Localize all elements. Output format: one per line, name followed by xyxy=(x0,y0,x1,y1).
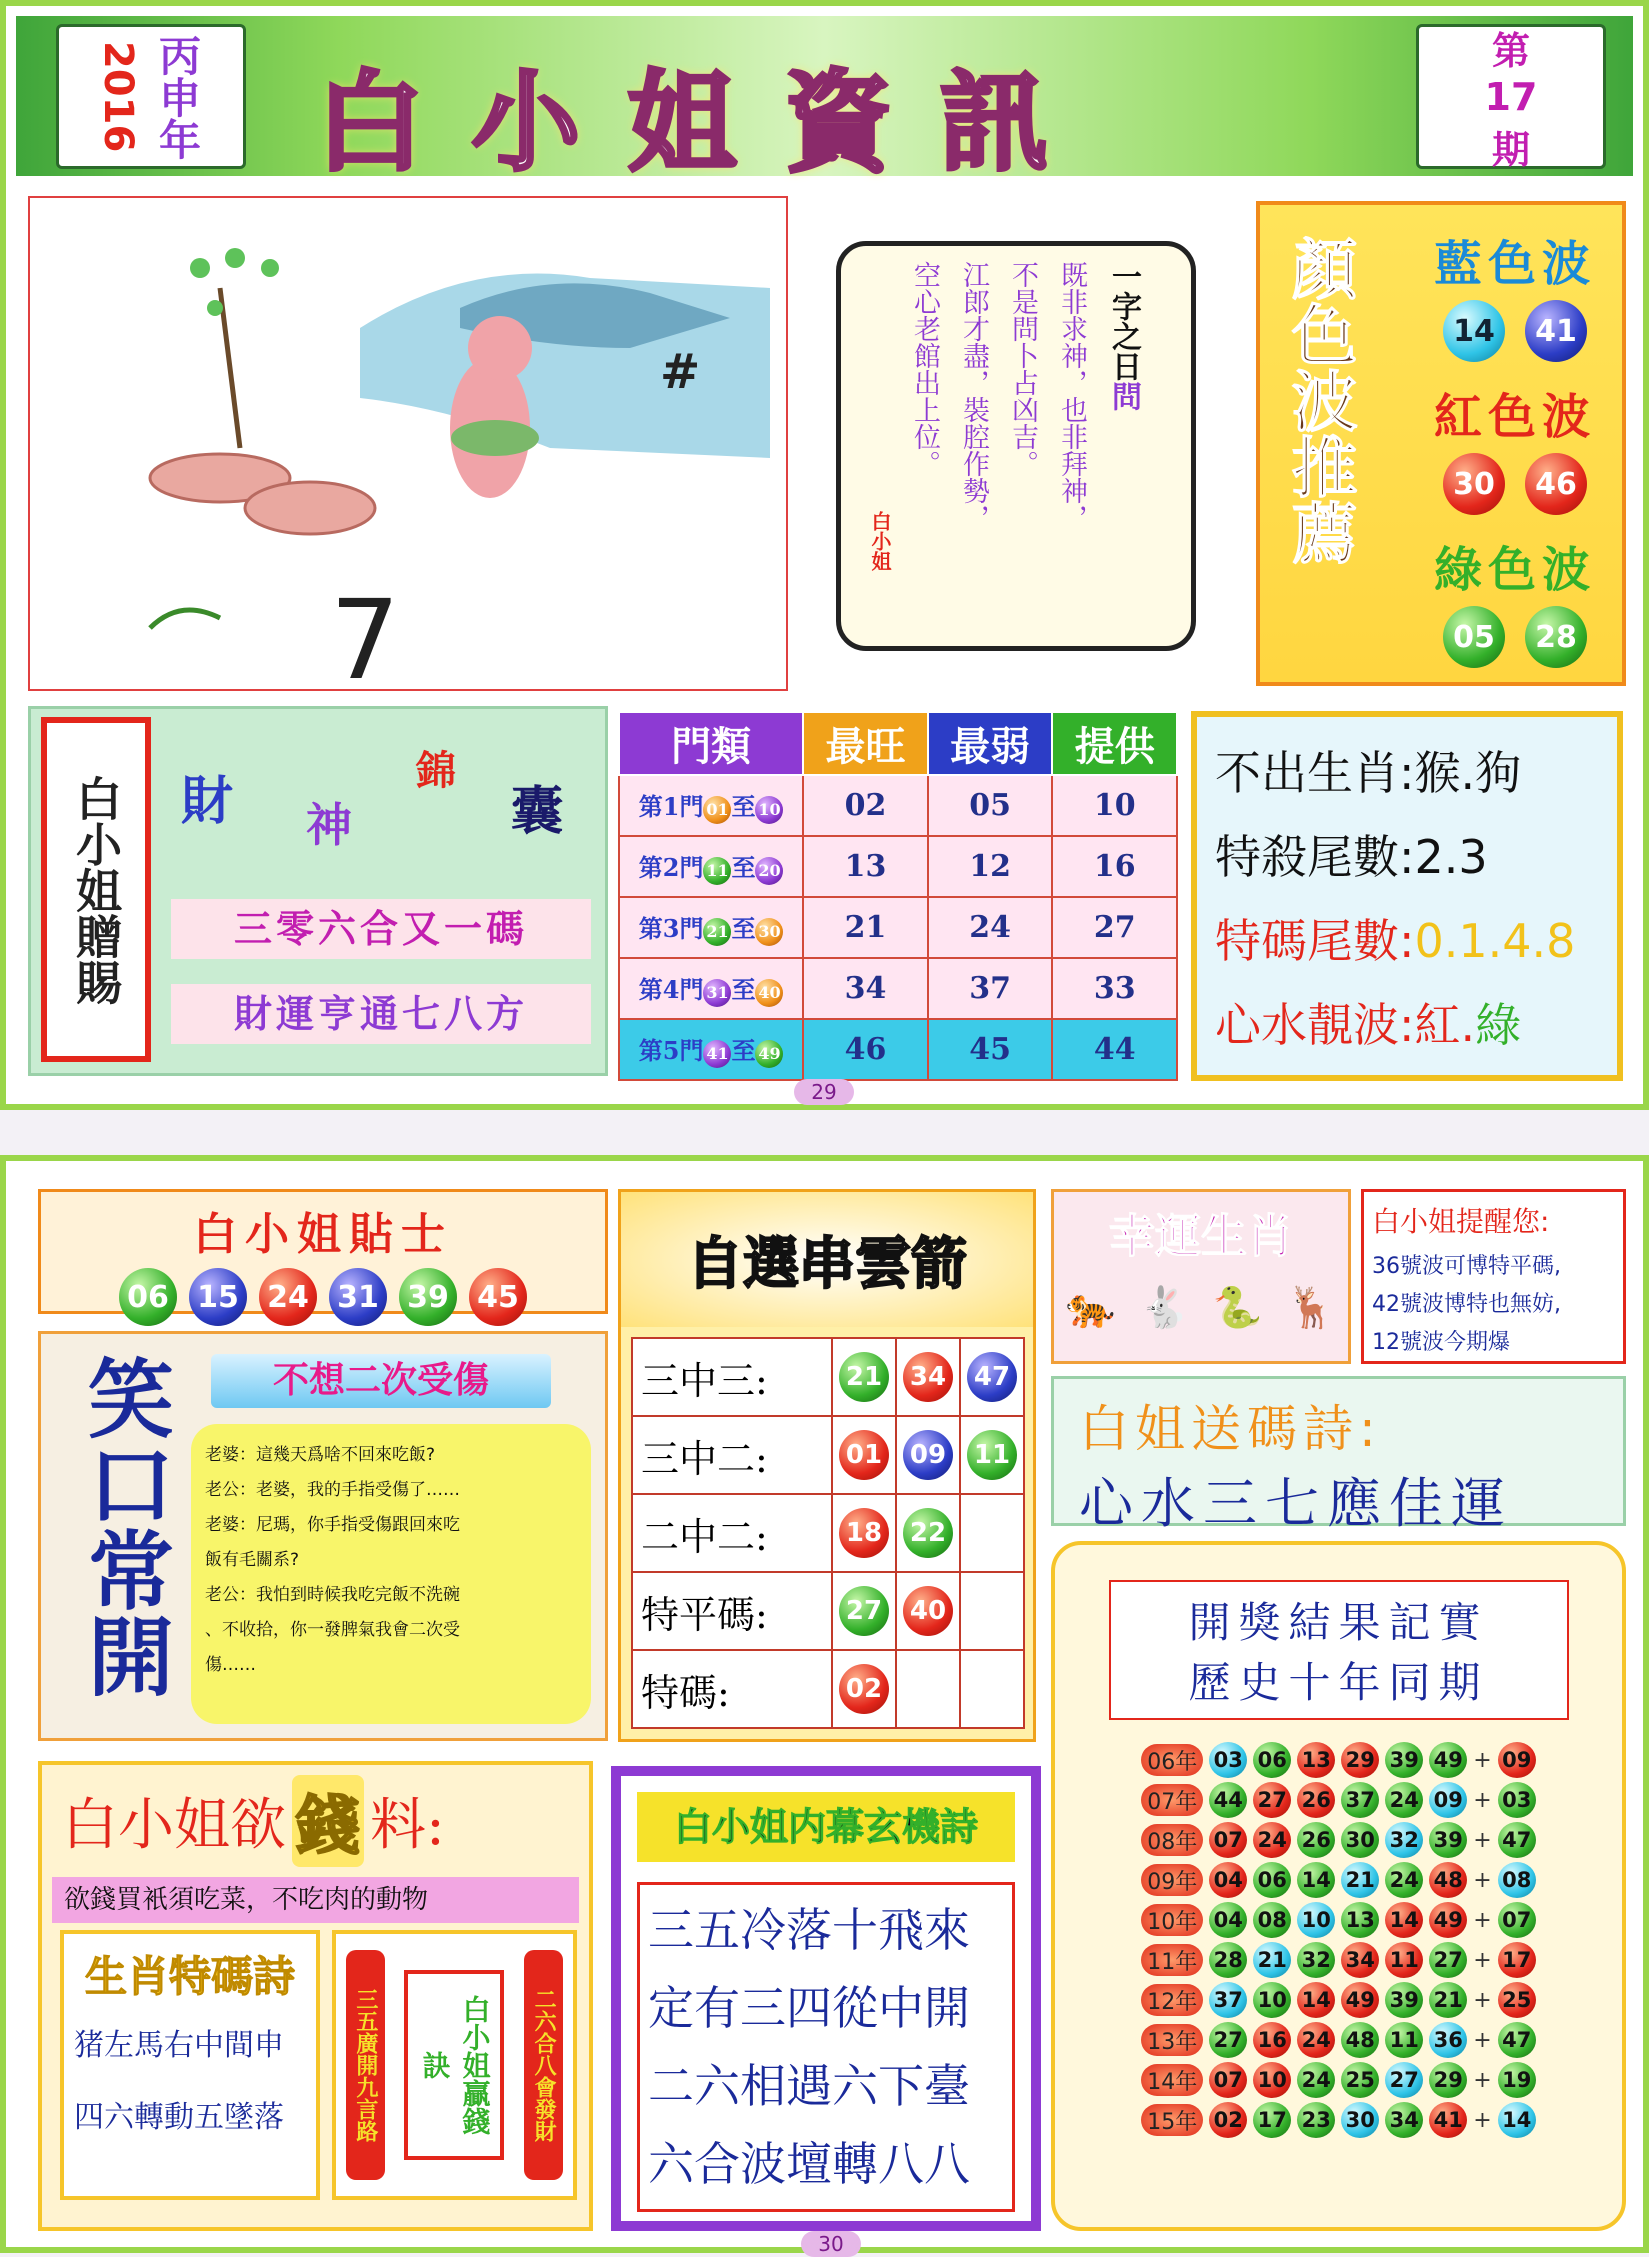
history-row xyxy=(1138,1860,1538,1900)
select-ball: 18 xyxy=(839,1508,889,1558)
door-label: 第4門 xyxy=(638,975,704,1005)
history-ball: 27 xyxy=(1385,2062,1423,2098)
history-ball: 09 xyxy=(1429,1782,1467,1818)
gift-word-4: 囊 xyxy=(511,782,564,842)
green-wave-label: 綠色波 xyxy=(1433,542,1596,598)
svg-text:#: # xyxy=(660,344,701,400)
year-number: 2016 xyxy=(95,40,141,153)
facts-panel xyxy=(1191,711,1623,1081)
joke-line: 老婆：這幾天爲啥不回來吃飯? xyxy=(205,1445,436,1465)
snake-icon: 🐍 xyxy=(1212,1285,1263,1331)
history-ball: 25 xyxy=(1341,2062,1379,2098)
select-label: 特碼: xyxy=(632,1650,832,1728)
door-cold: 24 xyxy=(928,897,1053,958)
page-30 xyxy=(0,1155,1649,2256)
fact-wave-label: 心水靚波: xyxy=(1215,998,1415,1052)
issue-prefix: 第 xyxy=(1491,28,1530,73)
door-from: 31 xyxy=(703,979,731,1007)
year-name: 丙申年 xyxy=(153,33,202,160)
door-hot: 02 xyxy=(803,775,928,836)
history-ball: 37 xyxy=(1341,1782,1379,1818)
history-special-ball: 17 xyxy=(1498,1942,1536,1978)
select-ball: 40 xyxy=(903,1586,953,1636)
lantern-left: 三五廣開九言路 xyxy=(346,1950,385,2180)
history-ball: 13 xyxy=(1297,1742,1335,1778)
door-to-word: 至 xyxy=(731,792,756,822)
blue-wave-label: 藍色波 xyxy=(1433,236,1596,292)
money-subtitle: 欲錢買衹須吃菜，不吃肉的動物 xyxy=(52,1877,579,1923)
door-header-hot: 最旺 xyxy=(803,712,928,775)
door-provided: 10 xyxy=(1052,775,1177,836)
door-to: 20 xyxy=(755,857,783,885)
joke-line: 傷…… xyxy=(205,1655,256,1675)
joke-panel xyxy=(38,1331,608,1741)
history-ball: 44 xyxy=(1209,1782,1247,1818)
history-year: 15年 xyxy=(1141,2104,1203,2136)
history-plus: + xyxy=(1473,1867,1492,1893)
door-cold: 45 xyxy=(928,1019,1053,1080)
select-ball: 34 xyxy=(903,1352,953,1402)
history-ball: 10 xyxy=(1297,1902,1335,1938)
door-to: 10 xyxy=(755,796,783,824)
history-ball: 29 xyxy=(1341,1742,1379,1778)
door-provided: 16 xyxy=(1052,836,1177,897)
select-ball: 27 xyxy=(839,1586,889,1636)
history-ball: 32 xyxy=(1297,1942,1335,1978)
history-special-ball: 03 xyxy=(1498,1782,1536,1818)
door-row xyxy=(619,836,1177,897)
history-ball: 37 xyxy=(1209,1982,1247,2018)
red-ball: 46 xyxy=(1525,453,1587,515)
issue-suffix: 期 xyxy=(1491,127,1530,172)
riddle-line-4: 空心老館出上位。 xyxy=(909,261,940,477)
door-from: 01 xyxy=(703,796,731,824)
door-from: 11 xyxy=(703,857,731,885)
zodiac-poem-line-2: 四六轉動五墜落 xyxy=(74,2100,284,2135)
door-row xyxy=(619,958,1177,1019)
joke-line: 老公：老婆，我的手指受傷了…… xyxy=(205,1480,460,1500)
tip-ball: 45 xyxy=(469,1268,527,1326)
masthead-title: 白小姐資訊 xyxy=(316,60,1097,186)
history-plus: + xyxy=(1473,1947,1492,1973)
door-to-word: 至 xyxy=(731,853,756,883)
green-ball: 28 xyxy=(1525,606,1587,668)
money-title-3: 料: xyxy=(370,1793,445,1858)
riddle-line-3: 江郎才盡，裝腔作勢， xyxy=(958,261,989,531)
lantern-right: 二六合八會發財 xyxy=(524,1950,563,2180)
tip-ball: 15 xyxy=(189,1268,247,1326)
door-header-provided: 提供 xyxy=(1052,712,1177,775)
history-row xyxy=(1138,2020,1538,2060)
tip-ball: 39 xyxy=(399,1268,457,1326)
door-from: 41 xyxy=(703,1040,731,1068)
lucky-zodiac-title: 幸運生肖 xyxy=(1109,1209,1293,1263)
red-wave-label: 紅色波 xyxy=(1433,389,1596,445)
door-table xyxy=(618,711,1178,1081)
history-ball: 49 xyxy=(1341,1982,1379,2018)
history-plus: + xyxy=(1473,2067,1492,2093)
history-ball: 27 xyxy=(1209,2022,1247,2058)
history-year: 07年 xyxy=(1141,1784,1203,1816)
remind-line: 36號波可博特平碼, xyxy=(1372,1254,1561,1279)
select-row xyxy=(632,1338,1024,1416)
history-ball: 30 xyxy=(1341,1822,1379,1858)
history-plus: + xyxy=(1473,1827,1492,1853)
rabbit-icon: 🐇 xyxy=(1139,1285,1190,1331)
history-ball: 06 xyxy=(1253,1742,1291,1778)
inner-poem-panel xyxy=(611,1766,1041,2231)
select-row xyxy=(632,1650,1024,1728)
issue-number: 17 xyxy=(1484,74,1538,119)
red-ball: 30 xyxy=(1443,453,1505,515)
zodiac-poem-box xyxy=(60,1930,320,2200)
history-ball: 36 xyxy=(1429,2022,1467,2058)
history-ball: 27 xyxy=(1253,1782,1291,1818)
history-ball: 06 xyxy=(1253,1862,1291,1898)
history-title-2: 歷史十年同期 xyxy=(1188,1658,1489,1707)
inner-poem-title: 白小姐内幕玄機詩 xyxy=(637,1792,1015,1862)
select-row xyxy=(632,1572,1024,1650)
history-ball: 30 xyxy=(1341,2102,1379,2138)
door-provided: 44 xyxy=(1052,1019,1177,1080)
history-ball: 39 xyxy=(1385,1742,1423,1778)
history-ball: 10 xyxy=(1253,1982,1291,2018)
history-year: 08年 xyxy=(1141,1824,1203,1856)
gift-line-2: 財運亨通七八方 xyxy=(171,984,591,1044)
gift-word-2: 神 xyxy=(306,798,352,852)
door-cold: 12 xyxy=(928,836,1053,897)
door-row xyxy=(619,1019,1177,1080)
joke-line: 飯有毛關系? xyxy=(205,1550,300,1570)
select-ball: 21 xyxy=(839,1352,889,1402)
history-special-ball: 08 xyxy=(1498,1862,1536,1898)
history-ball: 11 xyxy=(1385,2022,1423,2058)
masthead xyxy=(16,16,1633,186)
history-special-ball: 09 xyxy=(1498,1742,1536,1778)
door-provided: 33 xyxy=(1052,958,1177,1019)
riddle-line-2: 不是問卜占凶吉。 xyxy=(1007,261,1038,477)
door-hot: 21 xyxy=(803,897,928,958)
remind-line: 12號波今期爆 xyxy=(1372,1330,1510,1355)
door-label: 第3門 xyxy=(638,914,704,944)
history-ball: 14 xyxy=(1297,1982,1335,2018)
tip-ball: 31 xyxy=(329,1268,387,1326)
remind-panel xyxy=(1361,1189,1626,1364)
select-table xyxy=(631,1337,1025,1729)
zodiac-poem-line-1: 猪左馬右中間申 xyxy=(74,2028,284,2063)
history-ball: 11 xyxy=(1385,1942,1423,1978)
select-ball: 47 xyxy=(967,1352,1017,1402)
history-ball: 24 xyxy=(1297,2062,1335,2098)
history-row xyxy=(1138,1940,1538,1980)
history-plus: + xyxy=(1473,1747,1492,1773)
select-ball: 11 xyxy=(967,1430,1017,1480)
history-panel xyxy=(1051,1541,1626,2231)
riddle-signature: 白小姐 xyxy=(868,511,892,571)
history-ball: 28 xyxy=(1209,1942,1247,1978)
riddle-question: 問 xyxy=(1106,381,1141,411)
history-ball: 13 xyxy=(1341,1902,1379,1938)
riddle-heading: 一字之日 xyxy=(1106,261,1141,381)
history-special-ball: 19 xyxy=(1498,2062,1536,2098)
history-ball: 26 xyxy=(1297,1822,1335,1858)
door-cold: 37 xyxy=(928,958,1053,1019)
poem-panel xyxy=(1051,1376,1626,1535)
history-ball: 17 xyxy=(1253,2102,1291,2138)
joke-line: 、不收拾，你一發脾氣我會二次受 xyxy=(205,1620,460,1640)
door-to-word: 至 xyxy=(731,914,756,944)
history-year: 12年 xyxy=(1141,1984,1203,2016)
door-from: 21 xyxy=(703,918,731,946)
remind-line: 42號波博特也無妨, xyxy=(1372,1292,1561,1317)
door-row xyxy=(619,775,1177,836)
history-special-ball: 25 xyxy=(1498,1982,1536,2018)
door-table-panel xyxy=(618,711,1178,1081)
page-29 xyxy=(0,0,1649,1110)
issue-book xyxy=(1416,24,1606,172)
door-to: 49 xyxy=(755,1040,783,1068)
history-ball: 48 xyxy=(1429,1862,1467,1898)
history-table xyxy=(1138,1740,1538,2140)
riddle-line-1: 既非求神，也非拜神， xyxy=(1056,261,1087,531)
gift-word-3: 錦 xyxy=(416,748,456,794)
history-ball: 39 xyxy=(1429,1822,1467,1858)
history-ball: 04 xyxy=(1209,1902,1247,1938)
door-to-word: 至 xyxy=(731,975,756,1005)
joke-vertical-title: 笑口常開 xyxy=(73,1354,174,1698)
history-row xyxy=(1138,2100,1538,2140)
color-wave-title: 顏色波推薦 xyxy=(1280,235,1358,565)
gift-panel xyxy=(28,706,608,1076)
history-ball: 16 xyxy=(1253,2022,1291,2058)
door-to: 40 xyxy=(755,979,783,1007)
history-plus: + xyxy=(1473,1907,1492,1933)
history-special-ball: 07 xyxy=(1498,1902,1536,1938)
green-ball: 05 xyxy=(1443,606,1505,668)
select-title: 自選串雲箭 xyxy=(687,1230,967,1297)
history-special-ball: 47 xyxy=(1498,2022,1536,2058)
select-panel xyxy=(618,1189,1036,1742)
joke-line: 老婆：尼瑪，你手指受傷跟回來吃 xyxy=(205,1515,460,1535)
history-title-1: 開獎結果記實 xyxy=(1188,1598,1489,1647)
select-label: 三中三: xyxy=(632,1338,832,1416)
lantern-center: 白小姐贏錢訣 xyxy=(404,1970,504,2160)
door-row xyxy=(619,897,1177,958)
history-ball: 04 xyxy=(1209,1862,1247,1898)
riddle-scroll xyxy=(806,221,1236,671)
history-row xyxy=(1138,2060,1538,2100)
select-label: 特平碼: xyxy=(632,1572,832,1650)
history-ball: 27 xyxy=(1429,1942,1467,1978)
gift-word-1: 財 xyxy=(181,772,234,832)
history-ball: 48 xyxy=(1341,2022,1379,2058)
select-ball: 01 xyxy=(839,1430,889,1480)
page-number: 30 xyxy=(801,2231,861,2257)
history-plus: + xyxy=(1473,1987,1492,2013)
door-header-cold: 最弱 xyxy=(928,712,1053,775)
history-year: 06年 xyxy=(1141,1744,1203,1776)
fact-wave-green: 綠 xyxy=(1475,998,1522,1052)
history-ball: 26 xyxy=(1297,1782,1335,1818)
history-plus: + xyxy=(1473,2027,1492,2053)
illustration-panel xyxy=(28,196,788,691)
inner-poem-line: 三五冷落十飛來 xyxy=(648,1903,970,1957)
history-ball: 29 xyxy=(1429,2062,1467,2098)
history-row xyxy=(1138,1740,1538,1780)
history-ball: 41 xyxy=(1429,2102,1467,2138)
fact-special-tail-value: 0.1.4.8 xyxy=(1414,914,1576,968)
money-title-2: 錢 xyxy=(292,1775,364,1867)
history-ball: 32 xyxy=(1385,1822,1423,1858)
money-title-1: 白小姐欲 xyxy=(62,1793,286,1858)
door-hot: 46 xyxy=(803,1019,928,1080)
history-ball: 07 xyxy=(1209,1822,1247,1858)
inner-poem-line: 二六相遇六下臺 xyxy=(648,2059,970,2113)
door-to: 30 xyxy=(755,918,783,946)
history-ball: 24 xyxy=(1253,1822,1291,1858)
door-hot: 13 xyxy=(803,836,928,897)
history-ball: 21 xyxy=(1253,1942,1291,1978)
door-label: 第1門 xyxy=(638,792,704,822)
poem-title: 白姐送碼詩: xyxy=(1079,1400,1382,1458)
joke-bubble xyxy=(191,1424,591,1724)
history-ball: 34 xyxy=(1385,2102,1423,2138)
history-ball: 02 xyxy=(1209,2102,1247,2138)
select-ball: 09 xyxy=(903,1430,953,1480)
history-year: 10年 xyxy=(1141,1904,1203,1936)
history-row xyxy=(1138,1980,1538,2020)
tip-ball: 06 xyxy=(119,1268,177,1326)
select-row xyxy=(632,1494,1024,1572)
history-ball: 14 xyxy=(1297,1862,1335,1898)
lantern-box xyxy=(332,1930,577,2200)
money-panel xyxy=(38,1761,593,2231)
blue-ball: 14 xyxy=(1443,300,1505,362)
history-plus: + xyxy=(1473,2107,1492,2133)
inner-poem-line: 定有三四從中開 xyxy=(648,1981,970,2035)
select-ball: 02 xyxy=(839,1664,889,1714)
history-ball: 21 xyxy=(1429,1982,1467,2018)
history-year: 14年 xyxy=(1141,2064,1203,2096)
history-row xyxy=(1138,1900,1538,1940)
select-ball: 22 xyxy=(903,1508,953,1558)
joke-title: 不想二次受傷 xyxy=(211,1354,551,1408)
tip-ball: 24 xyxy=(259,1268,317,1326)
history-ball: 24 xyxy=(1385,1862,1423,1898)
lucky-zodiac-panel xyxy=(1051,1189,1351,1364)
remind-title: 白小姐提醒您: xyxy=(1372,1205,1550,1238)
history-ball: 39 xyxy=(1385,1982,1423,2018)
history-special-ball: 14 xyxy=(1498,2102,1536,2138)
history-row xyxy=(1138,1820,1538,1860)
page-number: 29 xyxy=(794,1079,854,1105)
history-ball: 08 xyxy=(1253,1902,1291,1938)
select-row xyxy=(632,1416,1024,1494)
joke-line: 老公：我怕到時候我吃完飯不洗碗 xyxy=(205,1585,460,1605)
color-wave-panel xyxy=(1256,201,1626,686)
history-ball: 21 xyxy=(1341,1862,1379,1898)
tiger-icon: 🐅 xyxy=(1065,1285,1116,1331)
door-label: 第5門 xyxy=(638,1036,704,1066)
history-ball: 23 xyxy=(1297,2102,1335,2138)
history-ball: 49 xyxy=(1429,1742,1467,1778)
deer-icon: 🦌 xyxy=(1286,1285,1337,1331)
history-ball: 24 xyxy=(1385,1782,1423,1818)
fact-kill-tail: 特殺尾數:2.3 xyxy=(1215,830,1488,884)
blue-ball: 41 xyxy=(1525,300,1587,362)
history-ball: 24 xyxy=(1297,2022,1335,2058)
fact-no-zodiac: 不出生肖:猴.狗 xyxy=(1215,746,1522,800)
year-book xyxy=(56,24,246,169)
history-year: 09年 xyxy=(1141,1864,1203,1896)
history-plus: + xyxy=(1473,1787,1492,1813)
poem-line: 心水三七應佳運 xyxy=(1079,1472,1513,1535)
inner-poem-line: 六合波壇轉八八 xyxy=(648,2137,970,2191)
door-label: 第2門 xyxy=(638,853,704,883)
door-to-word: 至 xyxy=(731,1036,756,1066)
riddle-illustration xyxy=(30,198,786,689)
history-ball: 34 xyxy=(1341,1942,1379,1978)
gift-vertical-title: 白小姐贈賜 xyxy=(69,774,123,1005)
fact-special-tail-label: 特碼尾數: xyxy=(1215,914,1415,968)
gift-line-1: 三零六合又一碼 xyxy=(171,899,591,959)
history-year: 13年 xyxy=(1141,2024,1203,2056)
history-ball: 14 xyxy=(1385,1902,1423,1938)
history-ball: 49 xyxy=(1429,1902,1467,1938)
svg-text:7: 7 xyxy=(330,576,400,689)
select-label: 二中二: xyxy=(632,1494,832,1572)
history-row xyxy=(1138,1780,1538,1820)
zodiac-poem-title: 生肖特碼詩 xyxy=(84,1952,295,2001)
select-label: 三中二: xyxy=(632,1416,832,1494)
tips-panel xyxy=(38,1189,608,1314)
history-ball: 03 xyxy=(1209,1742,1247,1778)
door-cold: 05 xyxy=(928,775,1053,836)
fact-wave-red: 紅. xyxy=(1414,998,1476,1052)
history-ball: 10 xyxy=(1253,2062,1291,2098)
history-year: 11年 xyxy=(1141,1944,1203,1976)
history-ball: 07 xyxy=(1209,2062,1247,2098)
door-header-category: 門類 xyxy=(619,712,803,775)
door-provided: 27 xyxy=(1052,897,1177,958)
history-special-ball: 47 xyxy=(1498,1822,1536,1858)
tips-title: 白小姐貼士 xyxy=(193,1209,453,1260)
door-hot: 34 xyxy=(803,958,928,1019)
